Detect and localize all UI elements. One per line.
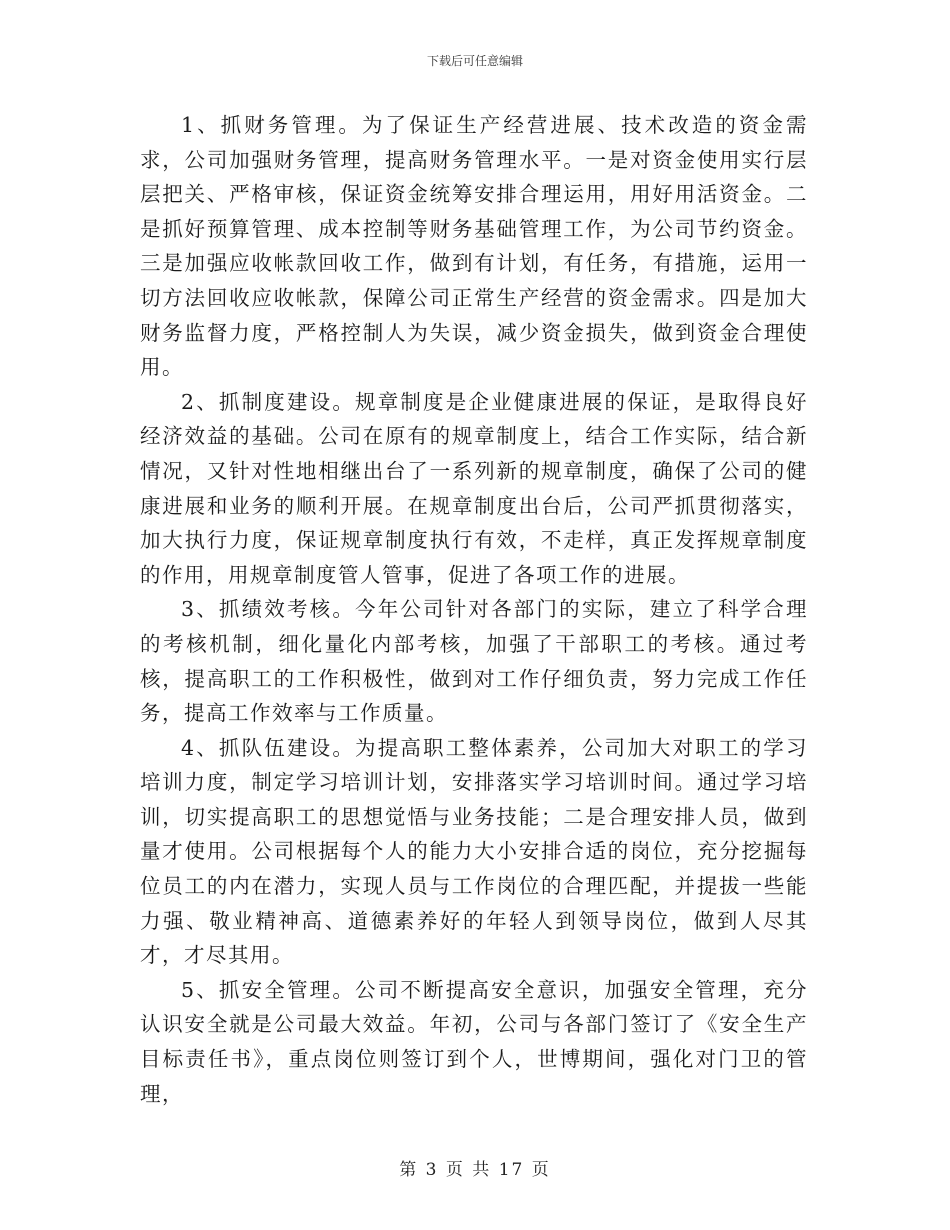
paragraph-system: 2、抓制度建设。规章制度是企业健康进展的保证，是取得良好经济效益的基础。公司在原有的规章制度上，结合工作实际，结合新情况，又针对性地相继出台了一系列新的规章制度，确保了公司的健康进展和业务的顺利开展。在规章制度出台后，公司严抓贯彻落实，加大执行力度，保证规章制度执行有效，不走样，真正发挥规章制度的作用，用规章制度管人管事，促进了各项工作的进展。 bbox=[140, 389, 808, 587]
page-header: 下载后可任意编辑 bbox=[426, 54, 523, 68]
paragraph-safety: 5、抓安全管理。公司不断提高安全意识，加强安全管理，充分认识安全就是公司最大效益。年初，公司与各部门签订了《安全生产目标责任书》，重点岗位则签订到个人，世博期间，强化对门卫的管理， bbox=[140, 977, 808, 1106]
document-body bbox=[140, 108, 808, 1111]
paragraph-team: 4、抓队伍建设。为提高职工整体素养，公司加大对职工的学习培训力度，制定学习培训计划，安排落实学习培训时间。通过学习培训，切实提高职工的思想觉悟与业务技能；二是合理安排人员，做到量才使用。公司根据每个人的能力大小安排合适的岗位，充分挖掘每位员工的内在潜力，实现人员与工作岗位的合理匹配，并提拔一些能力强、敬业精神高、道德素养好的年轻人到领导岗位，做到人尽其才，才尽其用。 bbox=[140, 735, 808, 968]
paragraph-finance: 1、抓财务管理。为了保证生产经营进展、技术改造的资金需求，公司加强财务管理，提高财务管理水平。一是对资金使用实行层层把关、严格审核，保证资金统筹安排合理运用，用好用活资金。二是抓好预算管理、成本控制等财务基础管理工作，为公司节约资金。三是加强应收帐款回收工作，做到有计划，有任务，有措施，运用一切方法回收应收帐款，保障公司正常生产经营的资金需求。四是加大财务监督力度，严格控制人为失误，减少资金损失，做到资金合理使用。 bbox=[140, 113, 808, 380]
paragraph-performance: 3、抓绩效考核。今年公司针对各部门的实际，建立了科学合理的考核机制，细化量化内部考核，加强了干部职工的考核。通过考核，提高职工的工作积极性，做到对工作仔细负责，努力完成工作任务，提高工作效率与工作质量。 bbox=[140, 597, 808, 726]
page-number: 第 3 页 共 17 页 bbox=[399, 1160, 551, 1180]
